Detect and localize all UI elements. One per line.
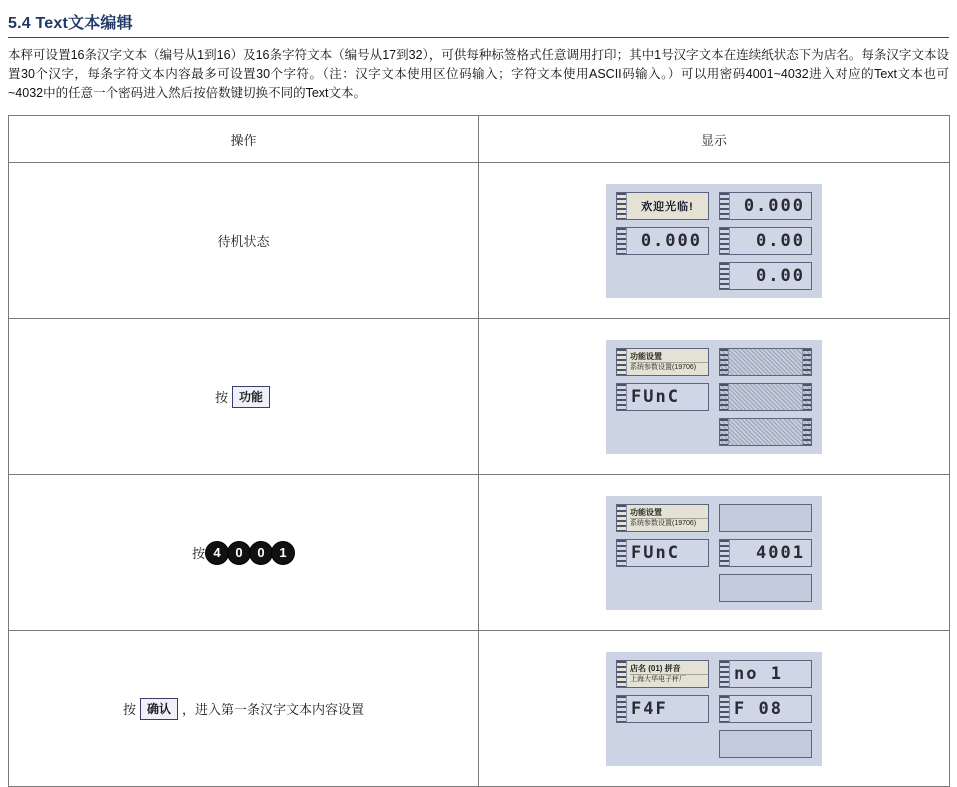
lcd-tickmarks-icon	[617, 505, 627, 531]
num-key[interactable]: 4	[205, 541, 229, 565]
display-cell	[479, 631, 950, 787]
lcd-value: F4F	[631, 698, 668, 719]
lcd-total-bottom-right	[719, 262, 812, 290]
operation-prefix: 按	[122, 702, 136, 717]
lcd-code-mid-right	[719, 695, 812, 723]
lcd-info-line2: 上海大华电子秤厂	[630, 674, 708, 684]
lcd-tickmarks-icon	[802, 419, 811, 445]
page-title: 5.4 Text文本编辑	[8, 15, 133, 32]
table-header-row	[9, 116, 950, 163]
operation-prefix: 按	[214, 390, 228, 405]
lcd-tickmarks-icon	[617, 540, 627, 566]
lcd-tickmarks-icon	[802, 384, 811, 410]
lcd-value: 0.00	[756, 230, 805, 251]
lcd-tickmarks-icon	[720, 540, 730, 566]
lcd-info-text	[616, 504, 709, 532]
operation-cell	[9, 163, 479, 319]
lcd-tickmarks-icon	[720, 228, 730, 254]
lcd-info-line1: 店名 (01) 拼音	[630, 663, 681, 673]
operation-prefix: 待机状态	[217, 234, 270, 249]
lcd-value: 0.00	[756, 265, 805, 286]
lcd-tickmarks-icon	[720, 419, 729, 445]
lcd-tickmarks-icon	[617, 349, 627, 375]
lcd-mode-mid-left	[616, 539, 709, 567]
operation-cell	[9, 475, 479, 631]
lcd-value: F 08	[734, 698, 783, 719]
column-header-operation: 操作	[9, 116, 479, 163]
lcd-info-line2: 系统参数设置(19706)	[630, 362, 708, 372]
lcd-blank-bottom-right	[719, 730, 812, 758]
lcd-tickmarks-icon	[720, 661, 730, 687]
lcd-tickmarks-icon	[617, 696, 627, 722]
table-row	[9, 631, 950, 787]
panel-spacer	[616, 730, 709, 758]
scale-display-panel	[606, 340, 822, 454]
operation-cell	[9, 319, 479, 475]
lcd-tickmarks-icon	[617, 228, 627, 254]
lcd-mode-mid-left	[616, 695, 709, 723]
panel-spacer	[616, 574, 709, 602]
lcd-value: 0.000	[743, 195, 805, 216]
scale-display-panel	[606, 496, 822, 610]
operation-suffix: ，进入第一条汉字文本内容设置	[182, 702, 365, 717]
panel-spacer	[616, 262, 709, 290]
lcd-info-line1: 功能设置	[630, 507, 662, 517]
intro-paragraph: 本秤可设置16条汉字文本（编号从1到16）及16条字符文本（编号从17到32），可供每种标签格式任意调用打印；其中1号汉字文本在连续纸状态下为店名。每条汉字文本设置30个汉字，每条字符文本内容最多可设置30个字符。（注：汉字文本使用区位码输入；字符文本使用ASCII码输入。）可以用密码4001~4032进入对应的Text文本也可~4032中的任意一个密码进入然后按倍数键切换不同的Text文本。	[8, 48, 949, 100]
lcd-tickmarks-icon	[720, 384, 729, 410]
column-header-display: 显示	[479, 116, 950, 163]
lcd-info-text	[616, 348, 709, 376]
lcd-weight-mid-left	[616, 227, 709, 255]
operation-cell	[9, 631, 479, 787]
lcd-value: no 1	[734, 663, 783, 684]
lcd-weight-top-right	[719, 192, 812, 220]
num-key[interactable]: 1	[271, 541, 295, 565]
operation-prefix: 按	[191, 546, 205, 561]
lcd-info-line2: 系统参数设置(19706)	[630, 518, 708, 528]
lcd-info-text	[616, 660, 709, 688]
lcd-tickmarks-icon	[617, 384, 627, 410]
table-row	[9, 319, 950, 475]
numeric-key-sequence[interactable]	[207, 541, 295, 565]
lcd-value: FUnC	[631, 542, 680, 563]
lcd-blank-bottom-right	[719, 418, 812, 446]
display-cell	[479, 319, 950, 475]
lcd-price-mid-right	[719, 227, 812, 255]
scale-display-panel	[606, 184, 822, 298]
lcd-welcome-text: 欢迎光临!	[641, 200, 694, 213]
lcd-tickmarks-icon	[617, 661, 627, 687]
table-row	[9, 163, 950, 319]
lcd-tickmarks-icon	[720, 696, 730, 722]
procedure-table	[8, 115, 950, 787]
lcd-blank-bottom-right	[719, 574, 812, 602]
lcd-tickmarks-icon	[802, 349, 811, 375]
lcd-tickmarks-icon	[720, 349, 729, 375]
lcd-blank-top-right	[719, 348, 812, 376]
lcd-blank-mid-right	[719, 383, 812, 411]
document-page	[0, 10, 957, 764]
lcd-value: FUnC	[631, 386, 680, 407]
lcd-code-mid-right	[719, 539, 812, 567]
lcd-mode-mid-left	[616, 383, 709, 411]
table-row	[9, 475, 950, 631]
lcd-info-line1: 功能设置	[630, 351, 662, 361]
num-key[interactable]: 0	[227, 541, 251, 565]
lcd-blank-top-right	[719, 504, 812, 532]
display-cell	[479, 163, 950, 319]
scale-display-panel	[606, 652, 822, 766]
lcd-tickmarks-icon	[720, 193, 730, 219]
key-button-confirm[interactable]: 确认	[140, 698, 178, 720]
lcd-value: 4001	[756, 542, 805, 563]
num-key[interactable]: 0	[249, 541, 273, 565]
title-divider	[8, 37, 949, 38]
lcd-customer-text	[616, 192, 709, 220]
key-button-function[interactable]: 功能	[232, 386, 270, 408]
panel-spacer	[616, 418, 709, 446]
display-cell	[479, 475, 950, 631]
lcd-value: 0.000	[640, 230, 702, 251]
lcd-tickmarks-icon	[720, 263, 730, 289]
lcd-item-no-top-right	[719, 660, 812, 688]
lcd-tickmarks-icon	[617, 193, 627, 219]
